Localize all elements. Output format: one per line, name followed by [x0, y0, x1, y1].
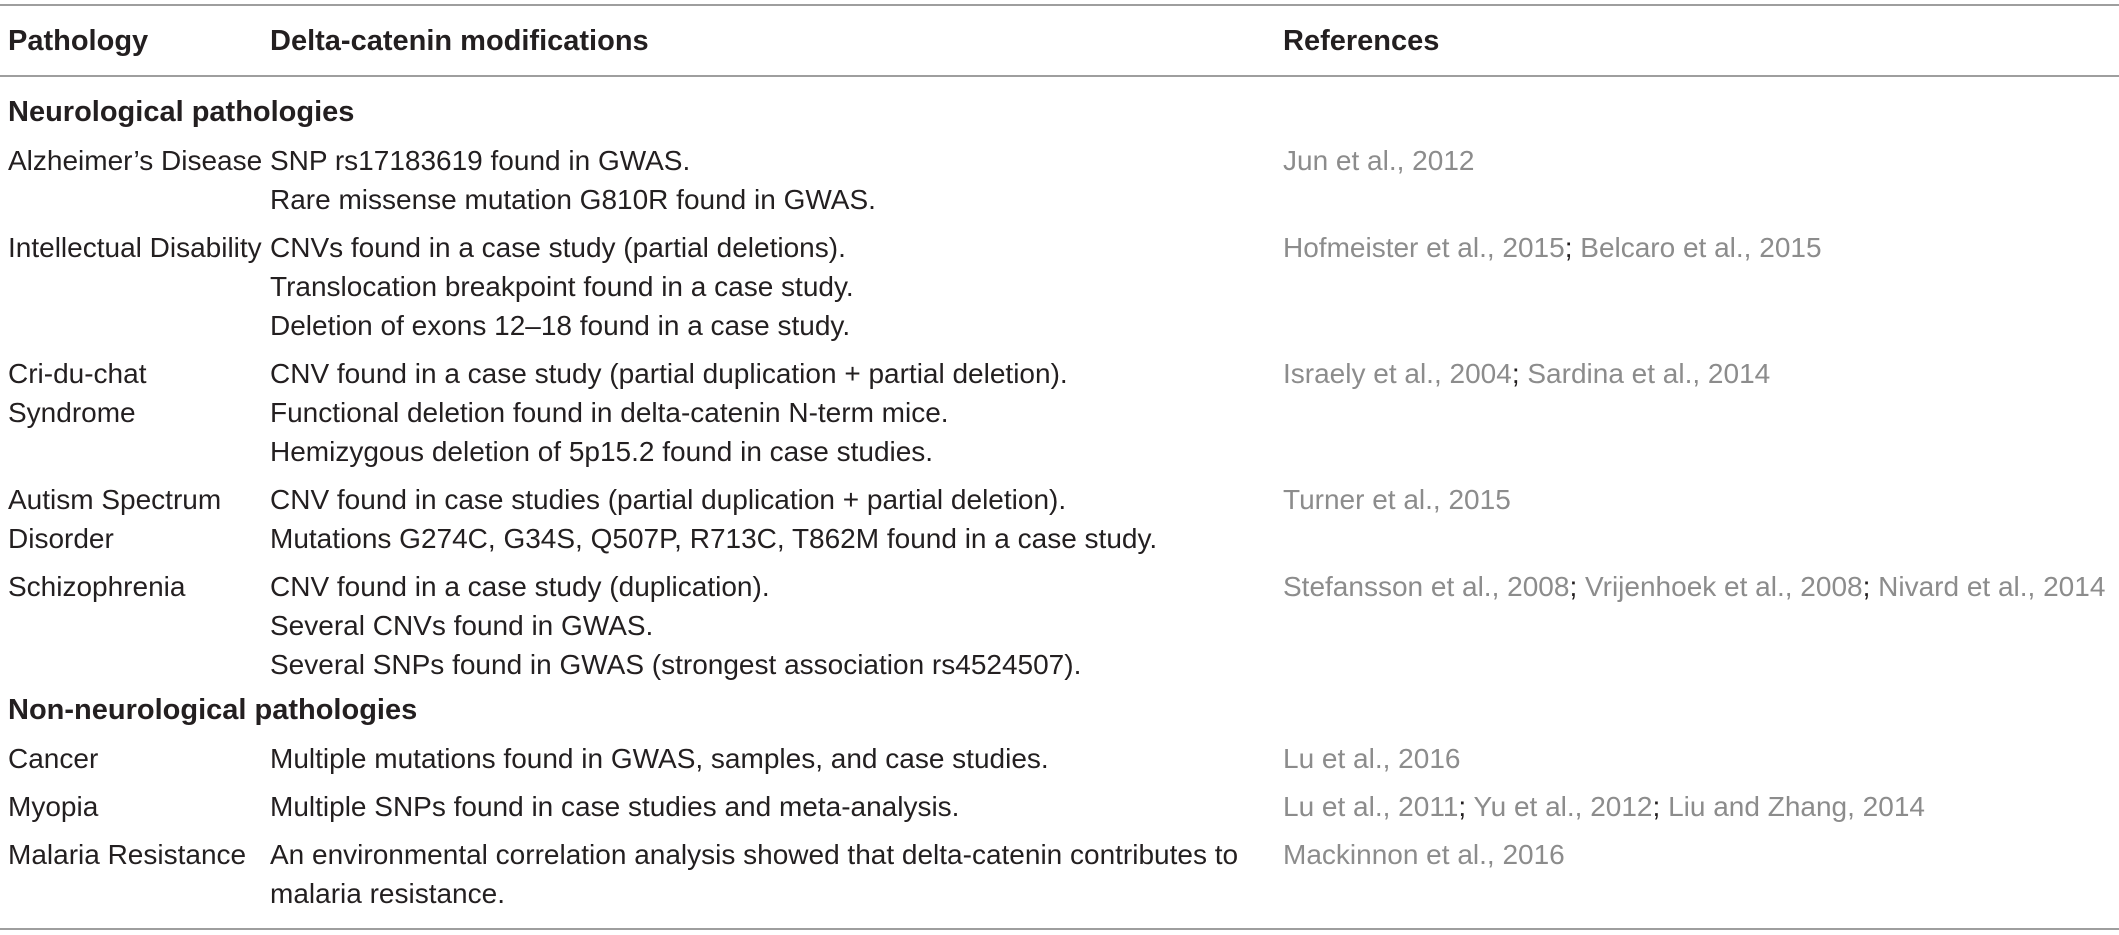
row-myopia-modifications [270, 787, 959, 826]
table-bottom-rule [0, 928, 2119, 930]
pathology-text: Autism Spectrum [8, 484, 222, 515]
row-cancer-references [1283, 739, 1460, 778]
row-autism-references [1283, 480, 1511, 519]
pathology-text: Malaria Resistance [8, 839, 247, 870]
row-cri-du-chat-references: Israely et al., 2004; Sardina et al., 2014 [1283, 358, 1771, 389]
row-schizophrenia-modifications [270, 567, 1081, 684]
modification-line: CNVs found in a case study (partial deletions). [270, 232, 846, 263]
pathology-text: Cri-du-chat [8, 358, 147, 389]
row-intellectual-disability-references: Hofmeister et al., 2015; Belcaro et al., 2015 [1283, 232, 1822, 263]
reference-link[interactable]: Mackinnon et al., 2016 [1283, 839, 1565, 870]
reference-link[interactable]: Israely et al., 2004 [1283, 358, 1512, 389]
pathology-text: Intellectual Disability [8, 232, 262, 263]
modification-line: CNV found in a case study (partial duplication + partial deletion). [270, 358, 1068, 389]
modification-line: Mutations G274C, G34S, Q507P, R713C, T862M found in a case study. [270, 523, 1158, 554]
reference-link[interactable]: Lu et al., 2011 [1283, 791, 1459, 822]
reference-link[interactable]: Lu et al., 2016 [1283, 743, 1461, 774]
modification-line: Multiple mutations found in GWAS, samples, and case studies. [270, 743, 1049, 774]
modification-line: Several SNPs found in GWAS (strongest association rs4524507). [270, 649, 1082, 680]
header-rule [0, 75, 2119, 77]
row-intellectual-disability-modifications [270, 228, 854, 345]
modification-line: Hemizygous deletion of 5p15.2 found in case studies. [270, 436, 934, 467]
row-intellectual-disability-pathology [8, 228, 262, 267]
reference-link[interactable]: Yu et al., 2012 [1473, 791, 1653, 822]
pathology-text: Myopia [8, 791, 99, 822]
reference-link[interactable]: Sardina et al., 2014 [1527, 358, 1771, 389]
reference-link[interactable]: Liu and Zhang, 2014 [1668, 791, 1925, 822]
row-myopia-pathology [8, 787, 98, 826]
modification-line: SNP rs17183619 found in GWAS. [270, 145, 691, 176]
row-alzheimers-references [1283, 141, 1474, 180]
reference-link[interactable]: Nivard et al., 2014 [1878, 571, 2106, 602]
row-myopia-references: Lu et al., 2011; Yu et al., 2012; Liu and Zhang, 2014 [1283, 791, 1925, 822]
section-title-non-neurological: Non-neurological pathologies [8, 694, 418, 726]
pathology-text: Cancer [8, 743, 99, 774]
modification-line: Deletion of exons 12–18 found in a case study. [270, 310, 851, 341]
row-cancer-modifications [270, 739, 1049, 778]
row-cri-du-chat-modifications [270, 354, 1068, 471]
pathology-text: Schizophrenia [8, 571, 186, 602]
row-cri-du-chat-pathology [8, 354, 146, 432]
reference-link[interactable]: Jun et al., 2012 [1283, 145, 1475, 176]
pathology-text: Alzheimer’s Disease [8, 145, 263, 176]
pathology-text: Syndrome [8, 397, 136, 428]
modification-line: Functional deletion found in delta-catenin N-term mice. [270, 397, 949, 428]
modification-line: CNV found in case studies (partial duplication + partial deletion). [270, 484, 1067, 515]
section-title-neurological: Neurological pathologies [8, 96, 355, 128]
reference-link[interactable]: Turner et al., 2015 [1283, 484, 1511, 515]
row-malaria-pathology [8, 835, 246, 874]
header-pathology: Pathology [8, 25, 149, 57]
table-top-rule [0, 4, 2119, 6]
reference-link[interactable]: Belcaro et al., 2015 [1580, 232, 1822, 263]
modification-line: Rare missense mutation G810R found in GWAS. [270, 184, 876, 215]
row-alzheimers-modifications [270, 141, 876, 219]
modification-line: Several CNVs found in GWAS. [270, 610, 654, 641]
reference-link[interactable]: Vrijenhoek et al., 2008 [1585, 571, 1863, 602]
row-autism-modifications [270, 480, 1157, 558]
modification-line: Translocation breakpoint found in a case study. [270, 271, 854, 302]
row-schizophrenia-pathology [8, 567, 185, 606]
header-references: References [1283, 25, 1440, 57]
modification-line: CNV found in a case study (duplication). [270, 571, 770, 602]
row-alzheimers-pathology [8, 141, 262, 180]
row-malaria-references [1283, 835, 1565, 874]
row-autism-pathology [8, 480, 221, 558]
modification-line: An environmental correlation analysis showed that delta-catenin contributes to [270, 839, 1239, 870]
modification-line: Multiple SNPs found in case studies and meta-analysis. [270, 791, 960, 822]
reference-link[interactable]: Stefansson et al., 2008 [1283, 571, 1570, 602]
row-schizophrenia-references: Stefansson et al., 2008; Vrijenhoek et al., 2008; Nivard et al., 2014 [1283, 571, 2106, 602]
header-modifications: Delta-catenin modifications [270, 25, 649, 57]
row-cancer-pathology [8, 739, 98, 778]
reference-link[interactable]: Hofmeister et al., 2015 [1283, 232, 1565, 263]
modification-line: malaria resistance. [270, 878, 505, 909]
row-malaria-modifications [270, 835, 1238, 913]
pathology-text: Disorder [8, 523, 114, 554]
